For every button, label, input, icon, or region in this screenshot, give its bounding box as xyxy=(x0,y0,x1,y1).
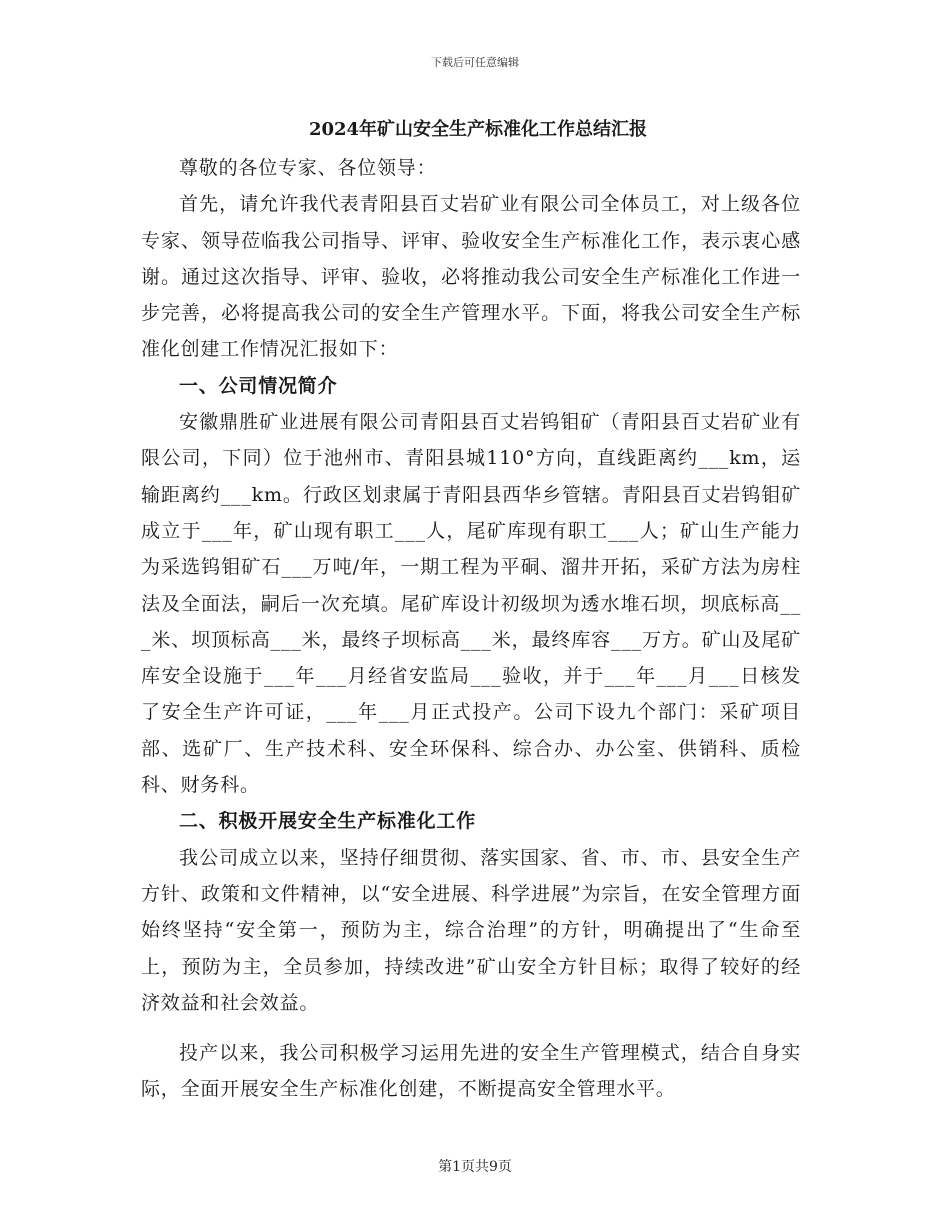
company-profile-paragraph: 安徽鼎胜矿业进展有限公司青阳县百丈岩钨钼矿（青阳县百丈岩矿业有限公司，下同）位于池州市、青阳县城110°方向，直线距离约___km，运输距离约___km。行政区划隶属于青阳县西华乡管辖。青阳县百丈岩钨钼矿成立于___年，矿山现有职工___人，尾矿库现有职工___人；矿山生产能力为采选钨钼矿石___万吨/年，一期工程为平硐、溜井开拓，采矿方法为房柱法及全面法，嗣后一次充填。尾矿库设计初级坝为透水堆石坝，坝底标高___米、坝顶标高___米，最终子坝标高___米，最终库容___万方。矿山及尾矿库安全设施于___年___月经省安监局___验收，并于___年___月___日核发了安全生产许可证，___年___月正式投产。公司下设九个部门：采矿项目部、选矿厂、生产技术科、安全环保科、综合办、办公室、供销科、质检科、财务科。 xyxy=(141,411,801,797)
standardization-paragraph-1: 我公司成立以来，坚持仔细贯彻、落实国家、省、市、市、县安全生产方针、政策和文件精神，以“安全进展、科学进展”为宗旨，在安全管理方面始终坚持“安全第一，预防为主，综合治理”的方针，明确提出了“生命至上，预防为主，全员参加，持续改进”矿山安全方针目标；取得了较好的经济效益和社会效益。 xyxy=(141,846,801,1014)
salutation: 尊敬的各位专家、各位领导： xyxy=(179,157,437,179)
paragraph-gap xyxy=(141,1021,801,1035)
document-title: 2024年矿山安全生产标准化工作总结汇报 xyxy=(308,119,648,140)
intro-paragraph: 首先，请允许我代表青阳县百丈岩矿业有限公司全体员工，对上级各位专家、领导莅临我公司指导、评审、验收安全生产标准化工作，表示衷心感谢。通过这次指导、评审、验收，必将推动我公司安全生产标准化工作进一步完善，必将提高我公司的安全生产管理水平。下面，将我公司安全生产标准化创建工作情况汇报如下： xyxy=(141,193,801,361)
section-heading-standardization: 二、积极开展安全生产标准化工作 xyxy=(179,810,477,833)
standardization-paragraph-2: 投产以来，我公司积极学习运用先进的安全生产管理模式，结合自身实际，全面开展安全生产标准化创建，不断提高安全管理水平。 xyxy=(141,1042,801,1101)
section-heading-company-profile: 一、公司情况简介 xyxy=(179,374,338,397)
document-body xyxy=(141,112,801,1108)
header-note: 下载后可任意编辑 xyxy=(431,56,519,69)
page-number-footer: 第1页共9页 xyxy=(438,1159,512,1175)
